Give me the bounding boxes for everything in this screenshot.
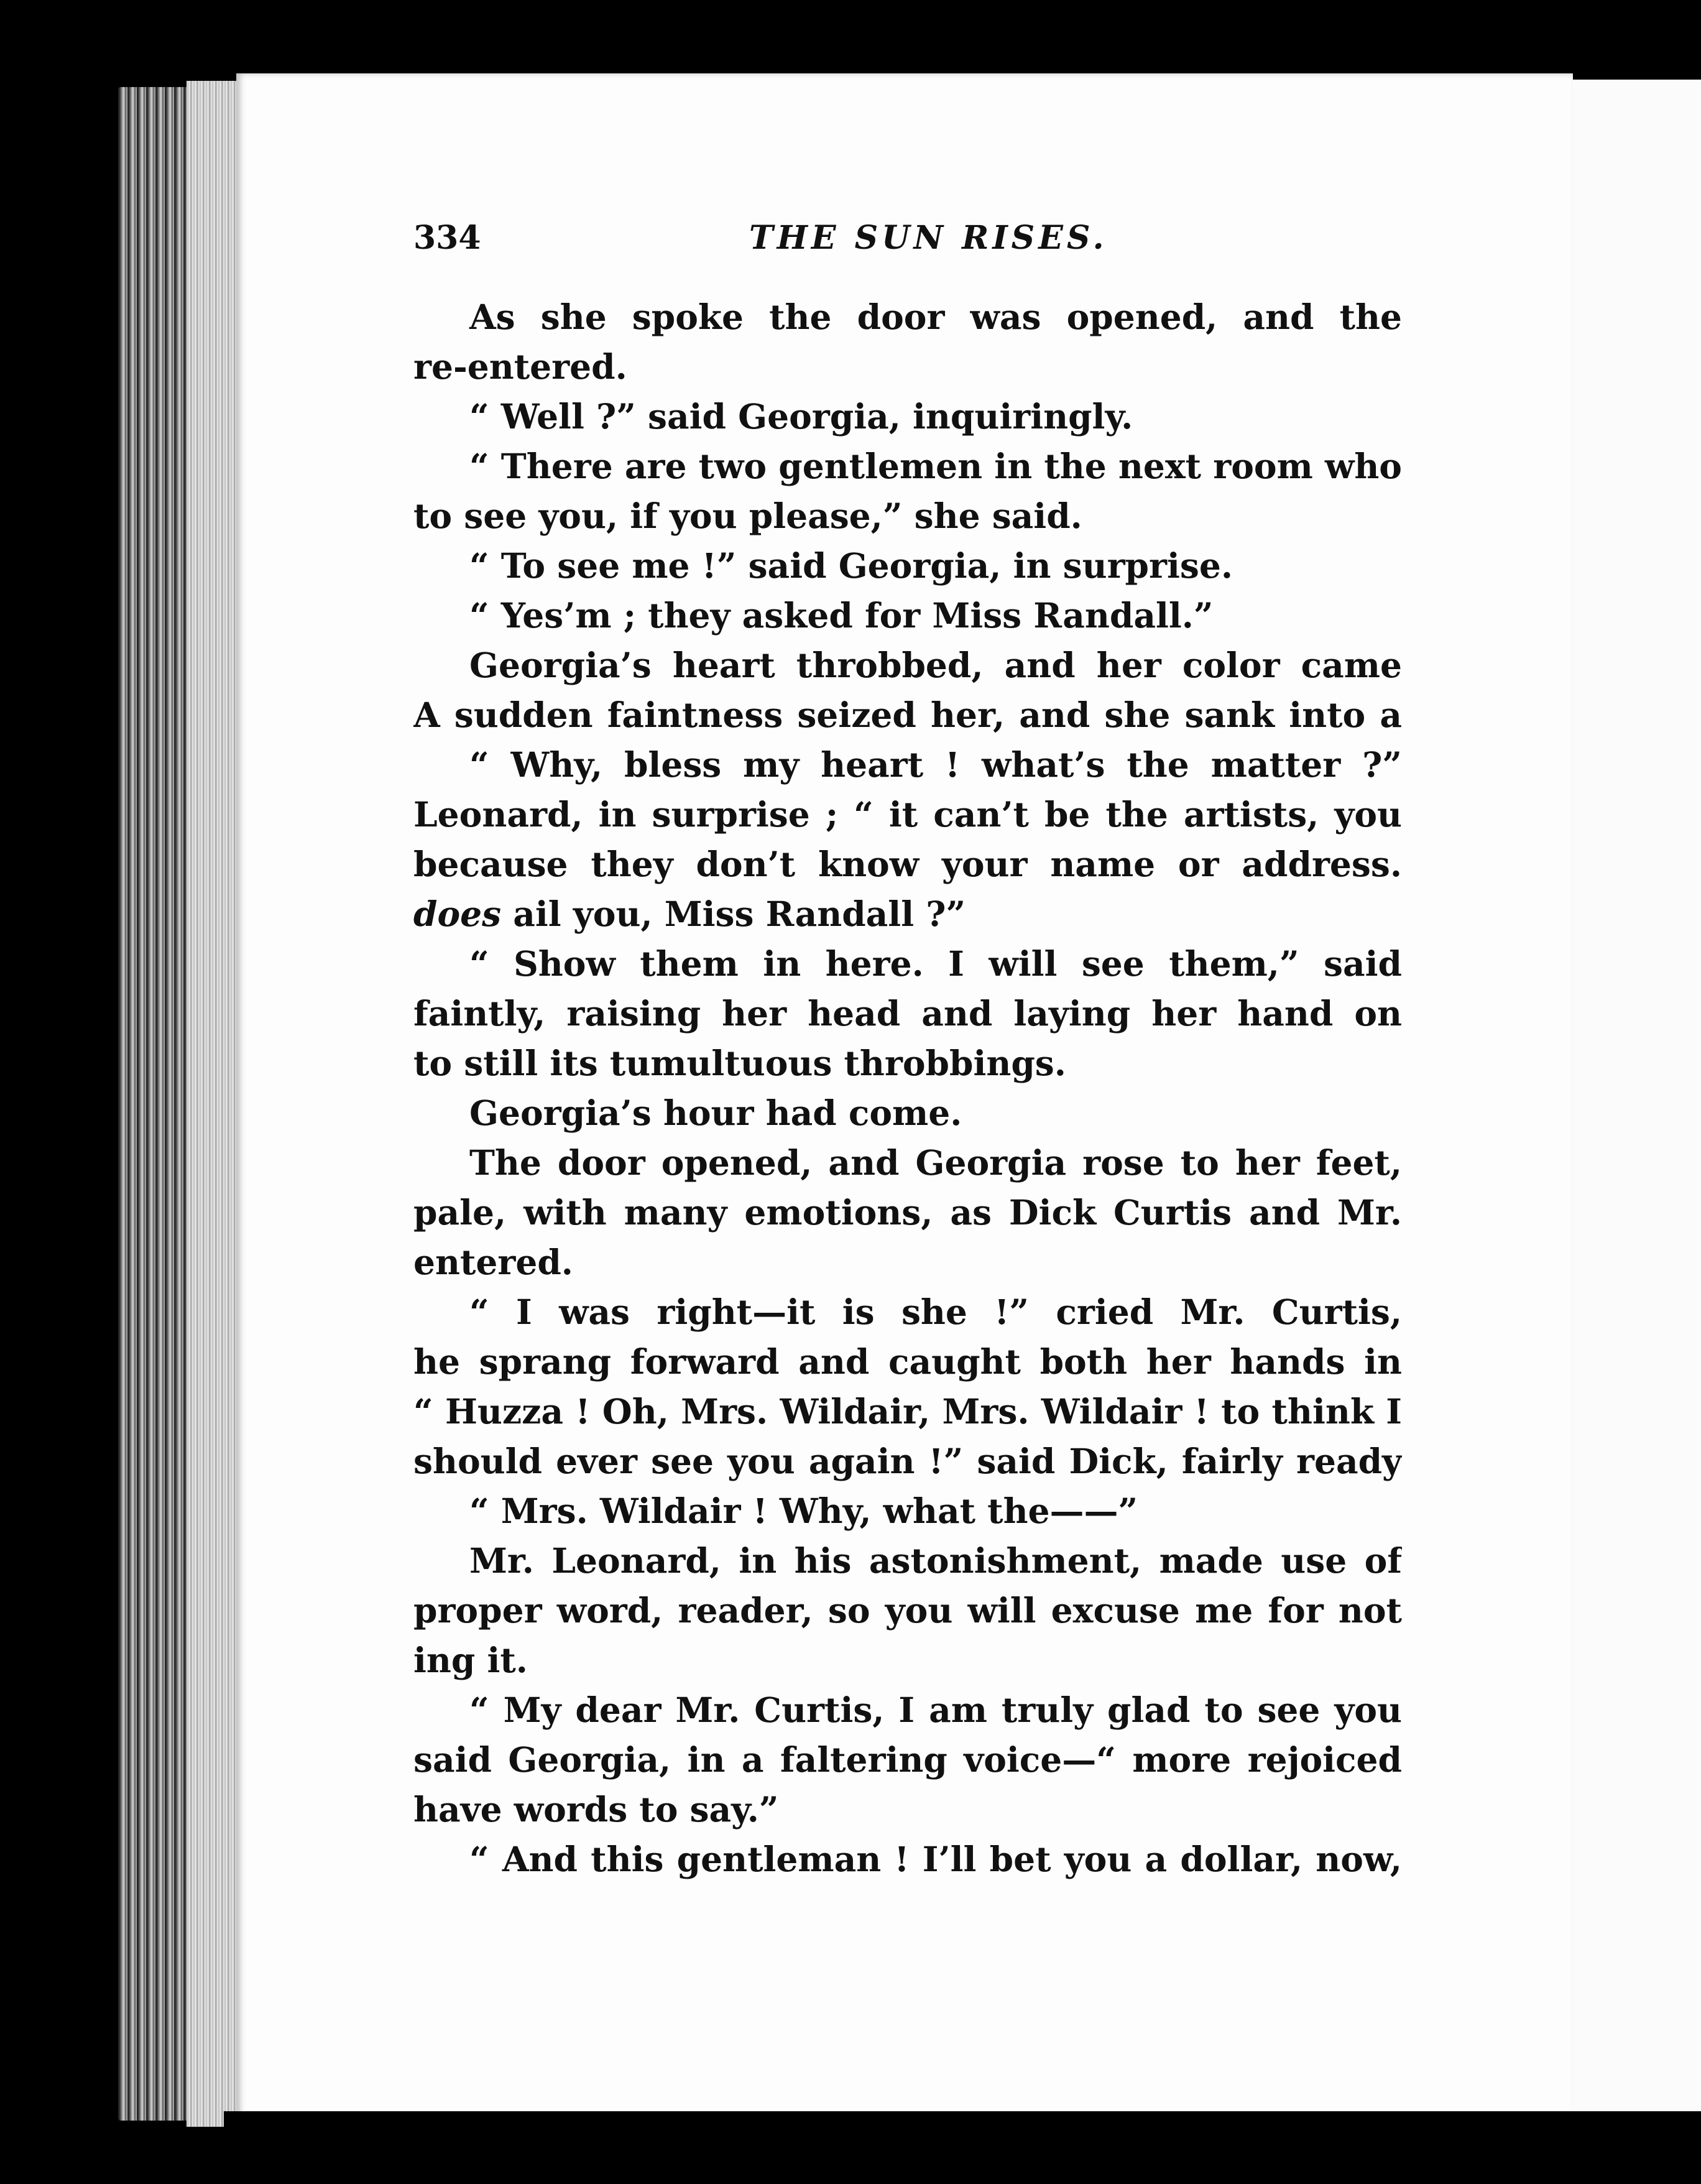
text-line: “ To see me !” said Georgia, in surprise.	[469, 545, 1233, 586]
text-line: “ And this gentleman ! I’ll bet you a dollar, now,	[469, 1839, 1402, 1879]
text-line: to see you, if you please,” she said.	[413, 496, 1082, 536]
text-line: should ever see you again !” said Dick, fairly ready	[413, 1441, 1402, 1481]
text-line: “ Huzza ! Oh, Mrs. Wildair, Mrs. Wildair ! to think I	[413, 1391, 1402, 1432]
text-line: have words to say.”	[413, 1789, 779, 1830]
text-line: he sprang forward and caught both her hands in	[413, 1341, 1402, 1382]
text-line: faintly, raising her head and laying her hand on	[413, 993, 1402, 1034]
running-head: THE SUN RISES.	[749, 219, 1108, 257]
text-line: Georgia’s heart throbbed, and her color came	[469, 645, 1402, 685]
text-line-rest: ail you, Miss Randall ?”	[501, 894, 966, 934]
text-line: said Georgia, in a faltering voice—“ more rejoiced	[413, 1739, 1402, 1780]
page-header	[413, 219, 1402, 262]
text-line: A sudden faintness seized her, and she sank into a	[413, 695, 1402, 735]
text-line: As she spoke the door was opened, and the	[469, 297, 1402, 337]
text-line: “ Yes’m ; they asked for Miss Randall.”	[469, 595, 1214, 636]
text-line: “ Show them in here. I will see them,” said	[469, 943, 1402, 984]
text-line: “ Why, bless my heart ! what’s the matter ?”	[469, 744, 1402, 785]
text-line: entered.	[413, 1242, 573, 1282]
text-line: pale, with many emotions, as Dick Curtis and Mr.	[413, 1192, 1402, 1233]
book-page-edges-light	[187, 81, 242, 2127]
text-line	[413, 889, 1402, 939]
text-line: to still its tumultuous throbbings.	[413, 1043, 1066, 1083]
text-line: “ Mrs. Wildair ! Why, what the——”	[469, 1491, 1138, 1531]
text-line: “ Well ?” said Georgia, inquiringly.	[469, 396, 1133, 437]
text-line: proper word, reader, so you will excuse me for not	[413, 1590, 1402, 1631]
text-line: “ My dear Mr. Curtis, I am truly glad to see you	[469, 1690, 1402, 1730]
page-number: 334	[413, 219, 481, 257]
text-line: The door opened, and Georgia rose to her feet,	[469, 1142, 1402, 1183]
body-text	[413, 292, 1402, 1884]
text-line: because they don’t know your name or address.	[413, 844, 1402, 884]
text-line: Mr. Leonard, in his astonishment, made use of	[469, 1540, 1402, 1581]
italic-emphasis: does	[413, 894, 502, 934]
text-line: ing it.	[413, 1640, 528, 1680]
text-line: Georgia’s hour had come.	[469, 1093, 962, 1133]
text-line: Leonard, in surprise ; “ it can’t be the artists, you	[413, 794, 1402, 835]
text-line: re-entered.	[413, 346, 627, 387]
text-line: “ I was right—it is she !” cried Mr. Curtis,	[469, 1292, 1402, 1332]
scan-bottom-border	[224, 2111, 1701, 2184]
text-line: “ There are two gentlemen in the next room who	[469, 446, 1402, 486]
